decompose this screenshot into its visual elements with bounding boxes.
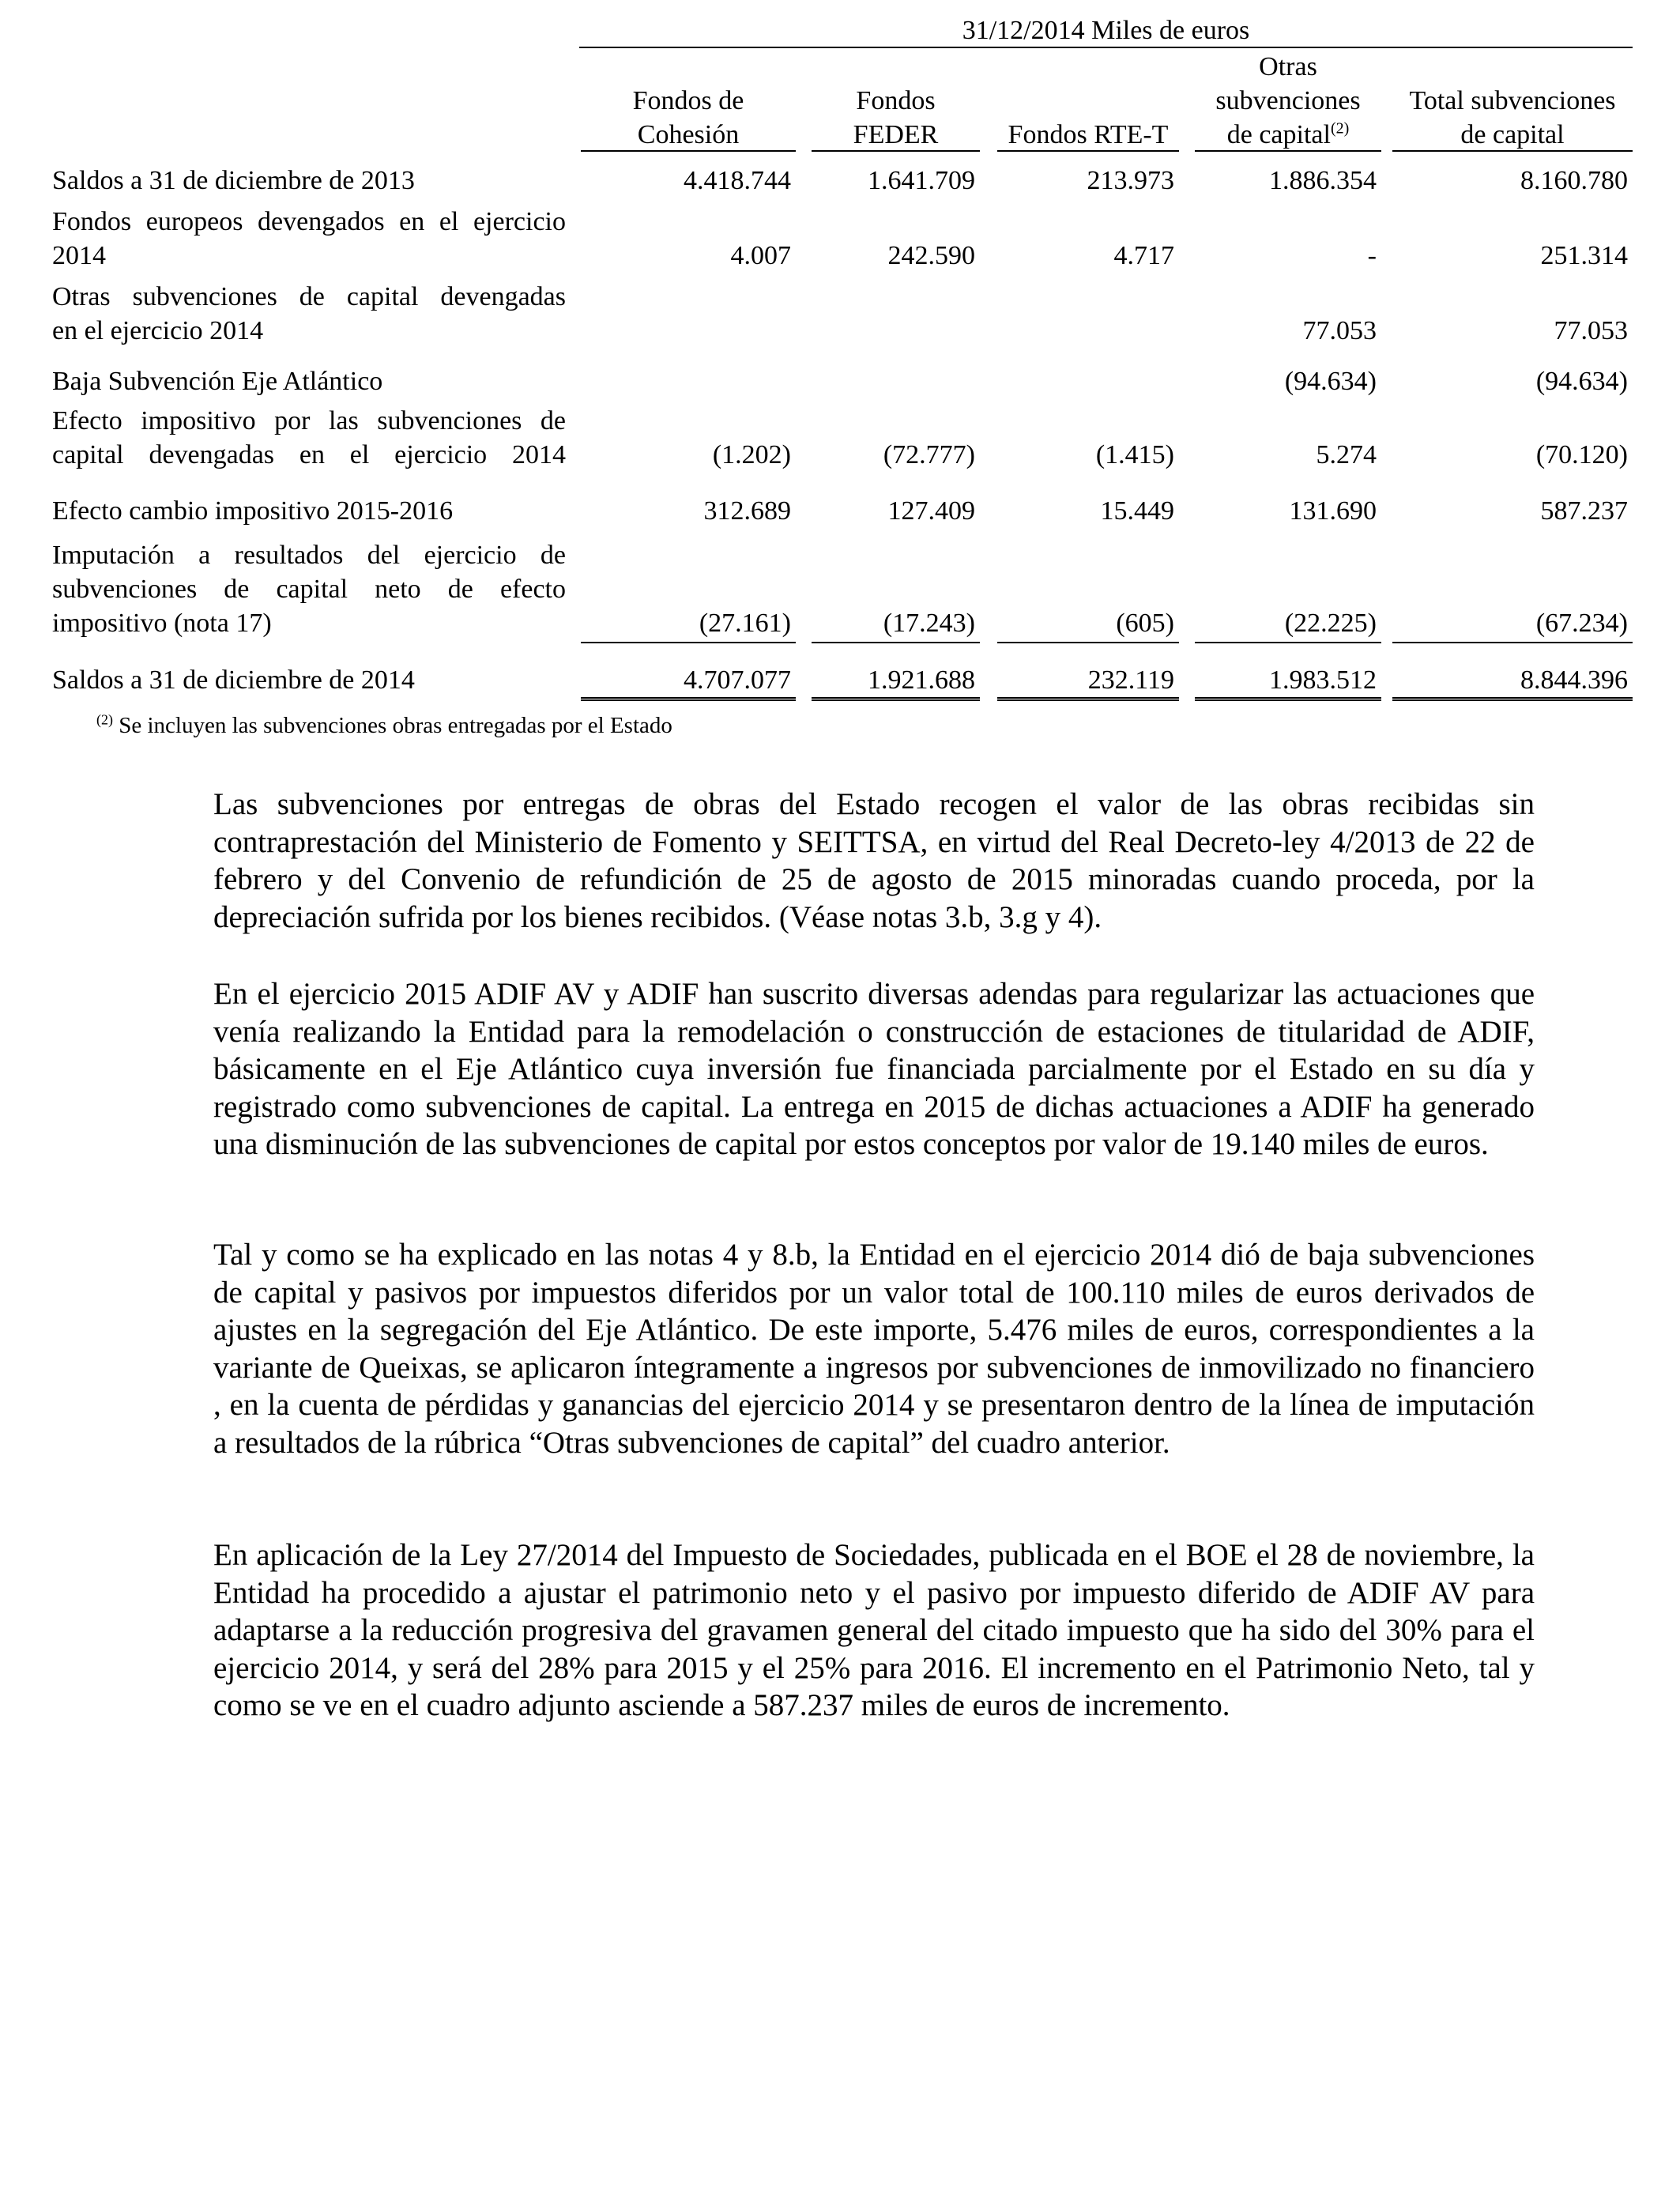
table-row-label bbox=[52, 404, 566, 472]
column-header-text: Fondos de bbox=[632, 86, 744, 115]
table-cell-fondos-feder: (17.243) bbox=[883, 609, 975, 638]
row-label-line: Efecto cambio impositivo 2015-2016 bbox=[52, 496, 454, 526]
column-header-line bbox=[1392, 118, 1633, 152]
column-header-line bbox=[812, 84, 980, 118]
table-cell-fondos-feder: 127.409 bbox=[887, 496, 975, 526]
table-row-label bbox=[52, 280, 566, 348]
column-header-line bbox=[997, 118, 1179, 152]
total-double-rule bbox=[581, 697, 796, 701]
row-label-line: Otras subvenciones de capital devengadas bbox=[52, 282, 566, 311]
table-cell-otras-subvenciones: (22.225) bbox=[1284, 609, 1377, 638]
table-cell-fondos-rte-t: 4.717 bbox=[1113, 241, 1174, 270]
table-cell-fondos-feder: (72.777) bbox=[883, 440, 975, 469]
row-label-line: Imputación a resultados del ejercicio de bbox=[52, 541, 566, 570]
column-header-text: FEDER bbox=[853, 120, 939, 149]
paragraph-3: Tal y como se ha explicado en las notas 4 y 8.b, la Entidad en el ejercicio 2014 dió de baja subvenciones de capital y pasivos por impuestos diferidos por un valor total de 100.110 miles de euros derivados de ajustes en la segregación del Eje Atlántico. De este importe, 5.476 miles de euros, correspondientes a la variante de Queixas, se aplicaron íntegramente a ingresos por subvenciones de inmovilizado no financiero , en la cuenta de pérdidas y ganancias del ejercicio 2014 y se presentaron dentro de la línea de imputación a resultados de la rúbrica “Otras subvenciones de capital” del cuadro anterior. bbox=[213, 1238, 1535, 1460]
column-header-line bbox=[812, 118, 980, 152]
row-label-line: capital devengadas en el ejercicio 2014 bbox=[52, 440, 566, 469]
column-header-footnote-marker: (2) bbox=[1330, 119, 1350, 138]
total-double-rule bbox=[1195, 697, 1381, 701]
paragraph-2: En el ejercicio 2015 ADIF AV y ADIF han suscrito diversas adendas para regularizar las actuaciones que venía realizando la Entidad para la remodelación o construcción de estaciones de titularidad de ADIF, básicamente en el Eje Atlántico cuya inversión fue financiada parcialmente por el Estado en su día y registrado como subvenciones de capital. La entrega en 2015 de dichas actuaciones a ADIF ha generado una disminución de las subvenciones de capital por estos conceptos por valor de 19.140 miles de euros. bbox=[213, 977, 1535, 1161]
table-row-label bbox=[52, 663, 566, 697]
subtotal-rule bbox=[812, 642, 980, 643]
subtotal-rule bbox=[581, 642, 796, 643]
table-cell-otras-subvenciones: 1.983.512 bbox=[1269, 665, 1377, 695]
total-double-rule bbox=[1392, 697, 1633, 701]
table-cell-otras-subvenciones: 5.274 bbox=[1316, 440, 1377, 469]
footnote-marker: (2) bbox=[96, 711, 113, 728]
table-cell-otras-subvenciones: 1.886.354 bbox=[1269, 166, 1377, 195]
table-cell-fondos-cohesion: (27.161) bbox=[699, 609, 791, 638]
table-cell-otras-subvenciones: 77.053 bbox=[1302, 316, 1377, 345]
table-row-label bbox=[52, 205, 566, 273]
column-header-line bbox=[1392, 84, 1633, 118]
table-row-label bbox=[52, 164, 566, 198]
column-header-fondos-feder bbox=[812, 84, 980, 152]
paragraph-4: En aplicación de la Ley 27/2014 del Impuesto de Sociedades, publicada en el BOE el 28 de noviembre, la Entidad ha procedido a ajustar el patrimonio neto y el pasivo por impuesto diferido de ADIF AV para adaptarse a la reducción progresiva del gravamen general del citado impuesto que ha sido del 30% para el ejercicio 2014, y será del 28% para 2015 y el 25% para 2016. El incremento en el Patrimonio Neto, tal y como se ve en el cuadro adjunto asciende a 587.237 miles de euros de incremento. bbox=[213, 1538, 1535, 1722]
table-footnote bbox=[96, 711, 672, 740]
row-label-line: Fondos europeos devengados en el ejercicio bbox=[52, 207, 566, 236]
table-cell-fondos-cohesion: 312.689 bbox=[703, 496, 791, 526]
column-header-fondos-cohesion bbox=[581, 84, 796, 152]
table-cell-fondos-rte-t: (605) bbox=[1116, 609, 1174, 638]
table-cell-fondos-feder: 1.921.688 bbox=[868, 665, 975, 695]
table-cell-total-subvenciones: 8.160.780 bbox=[1520, 166, 1628, 195]
column-header-text: de capital bbox=[1226, 120, 1331, 149]
total-double-rule bbox=[997, 697, 1179, 701]
table-cell-total-subvenciones: (67.234) bbox=[1535, 609, 1628, 638]
column-header-line bbox=[1195, 50, 1381, 84]
table-cell-total-subvenciones: 8.844.396 bbox=[1520, 665, 1628, 695]
table-cell-otras-subvenciones: 131.690 bbox=[1289, 496, 1377, 526]
table-cell-fondos-rte-t: 213.973 bbox=[1087, 166, 1174, 195]
row-label-line: Saldos a 31 de diciembre de 2014 bbox=[52, 665, 415, 695]
column-header-text: de capital bbox=[1460, 120, 1565, 149]
table-row-label bbox=[52, 494, 566, 528]
table-cell-fondos-cohesion: (1.202) bbox=[712, 440, 791, 469]
subtotal-rule bbox=[1392, 642, 1633, 643]
table-cell-fondos-cohesion: 4.707.077 bbox=[684, 665, 791, 695]
column-header-rule bbox=[581, 150, 796, 152]
footnote-text: Se incluyen las subvenciones obras entregadas por el Estado bbox=[113, 713, 672, 738]
row-label-line: impositivo (nota 17) bbox=[52, 609, 272, 638]
row-label-line: 2014 bbox=[52, 241, 106, 270]
column-header-line bbox=[581, 118, 796, 152]
table-cell-total-subvenciones: (70.120) bbox=[1535, 440, 1628, 469]
table-cell-fondos-rte-t: (1.415) bbox=[1095, 440, 1174, 469]
table-period-header: 31/12/2014 Miles de euros bbox=[962, 16, 1250, 45]
row-label-line: Baja Subvención Eje Atlántico bbox=[52, 367, 383, 396]
subtotal-rule bbox=[1195, 642, 1381, 643]
column-header-rule bbox=[997, 150, 1179, 152]
column-header-line bbox=[1195, 118, 1381, 152]
table-cell-total-subvenciones: 587.237 bbox=[1540, 496, 1628, 526]
column-header-otras-subvenciones bbox=[1195, 50, 1381, 152]
table-cell-total-subvenciones: 77.053 bbox=[1554, 316, 1628, 345]
table-cell-fondos-rte-t: 232.119 bbox=[1087, 665, 1174, 695]
column-header-fondos-rte-t bbox=[997, 118, 1179, 152]
period-header-rule bbox=[579, 47, 1633, 48]
column-header-rule bbox=[1195, 150, 1381, 152]
column-header-line bbox=[581, 84, 796, 118]
column-header-text: Cohesión bbox=[637, 120, 740, 149]
paragraph-1: Las subvenciones por entregas de obras del Estado recogen el valor de las obras recibidas sin contraprestación del Ministerio de Fomento y SEITTSA, en virtud del Real Decreto-ley 4/2013 de 22 de febrero y del Convenio de refundición de 25 de agosto de 2015 minoradas cuando proceda, por la depreciación sufrida por los bienes recibidos. (Véase notas 3.b, 3.g y 4). bbox=[213, 787, 1535, 934]
row-label-line: Efecto impositivo por las subvenciones de bbox=[52, 406, 566, 435]
column-header-text: Fondos RTE-T bbox=[1008, 120, 1169, 149]
row-label-line: en el ejercicio 2014 bbox=[52, 316, 264, 345]
column-header-text: Total subvenciones bbox=[1409, 86, 1616, 115]
table-row-label bbox=[52, 364, 566, 398]
subtotal-rule bbox=[997, 642, 1179, 643]
column-header-text: Fondos bbox=[856, 86, 936, 115]
row-label-line: subvenciones de capital neto de efecto bbox=[52, 575, 566, 604]
column-header-text: subvenciones bbox=[1215, 86, 1361, 115]
table-cell-total-subvenciones: 251.314 bbox=[1540, 241, 1628, 270]
total-double-rule bbox=[812, 697, 980, 701]
table-row-label bbox=[52, 538, 566, 640]
table-cell-fondos-cohesion: 4.007 bbox=[730, 241, 791, 270]
column-header-rule bbox=[812, 150, 980, 152]
table-cell-fondos-feder: 242.590 bbox=[887, 241, 975, 270]
table-cell-otras-subvenciones: (94.634) bbox=[1284, 367, 1377, 396]
column-header-text: Otras bbox=[1259, 52, 1317, 81]
table-cell-otras-subvenciones: - bbox=[1367, 241, 1377, 270]
table-cell-fondos-feder: 1.641.709 bbox=[868, 166, 975, 195]
table-cell-fondos-cohesion: 4.418.744 bbox=[684, 166, 791, 195]
row-label-line: Saldos a 31 de diciembre de 2013 bbox=[52, 166, 415, 195]
table-cell-fondos-rte-t: 15.449 bbox=[1100, 496, 1174, 526]
column-header-line bbox=[1195, 84, 1381, 118]
column-header-rule bbox=[1392, 150, 1633, 152]
column-header-total-subvenciones bbox=[1392, 84, 1633, 152]
table-cell-total-subvenciones: (94.634) bbox=[1535, 367, 1628, 396]
